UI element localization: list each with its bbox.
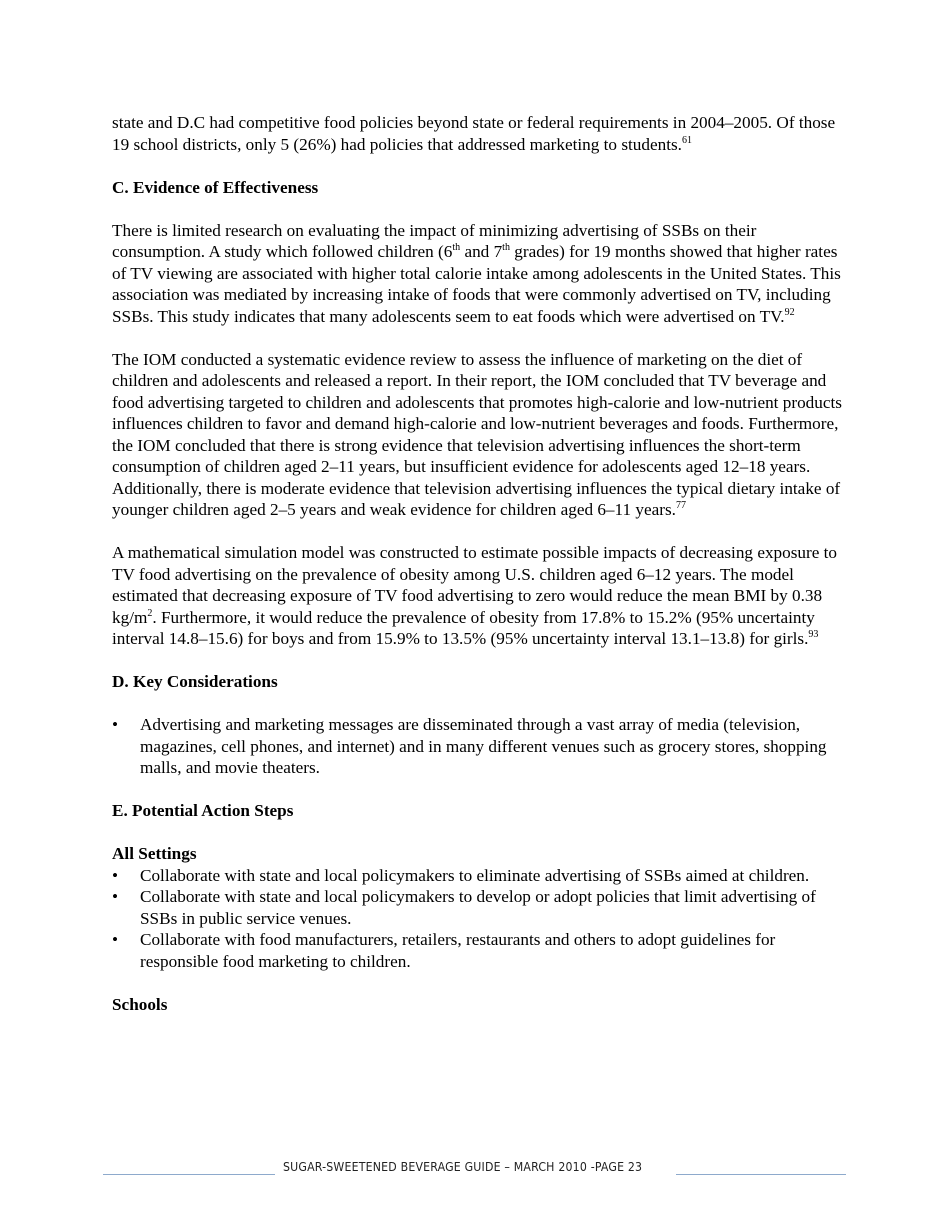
action-steps-list [112, 865, 842, 973]
subheading-all-settings: All Settings [112, 844, 197, 863]
page-footer [0, 1158, 950, 1198]
footnote-ref: 61 [681, 134, 692, 146]
footnote-ref: 77 [675, 500, 686, 511]
footnote-ref: 92 [784, 306, 795, 318]
section-heading-e: E. Potential Action Steps [112, 801, 294, 820]
section-heading-d: D. Key Considerations [112, 672, 278, 691]
footnote-ref: 93 [808, 629, 819, 640]
footer-text: SUGAR-SWEETENED BEVERAGE GUIDE – MARCH 2010 -PAGE 23 [283, 1160, 643, 1174]
bullet-icon: • [112, 930, 119, 949]
paragraph-study: There is limited research on evaluating the impact of minimizing advertising of SSBs on their consumption. A study which followed children (6th and 7th grades) for 19 months showed that higher rates of TV viewing are associated with higher total calorie intake among adolescents in the United States. This association was mediated by increasing intake of foods that were commonly advertised on TV, including SSBs. This study indicates that many adolescents seem to eat foods which were advertised on TV.$^{92}$ [112, 220, 841, 326]
subheading-schools: Schools [112, 994, 168, 1014]
footer-rule-left [103, 1174, 275, 1175]
paragraph-iom: The IOM conducted a systematic evidence review to assess the influence of marketing on the diet of children and adolescents and released a report. In their report, the IOM concluded that TV beverage and food advertising targeted to children and adolescents that promotes high-calorie and low-nutrient products influences children to favor and demand high-calorie and low-nutrient beverages and foods. Furthermore, the IOM concluded that there is strong evidence that television advertising influences the short-term consumption of children aged 2–11 years, but insufficient evidence for adolescents aged 12–18 years. Additionally, there is moderate evidence that television advertising influences the typical dietary intake of younger children aged 2–5 years and weak evidence for children aged 6–11 years.$^{77}$ [112, 349, 842, 519]
list-item: • Collaborate with food manufacturers, retailers, restaurants and others to adopt guidelines for responsible food marketing to children. [112, 930, 776, 971]
bullet-icon: • [112, 865, 119, 885]
list-item: • Collaborate with state and local policymakers to develop or adopt policies that limit advertising of SSBs in public service venues. [112, 887, 816, 928]
paragraph-simulation: A mathematical simulation model was constructed to estimate possible impacts of decreasing exposure to TV food advertising on the prevalence of obesity among U.S. children aged 6–12 years. The model estimated that decreasing exposure of TV food advertising to zero would reduce the mean BMI by 0.38 $kg/m^2$. Furthermore, it would reduce the prevalence of obesity from 17.8% to 15.2% (95% uncertainty interval 14.8–15.6) for boys and from 15.9% to 13.5% (95% uncertainty interval 13.1–13.8) for girls.$^{93}$ [112, 543, 838, 648]
section-heading-c: C. Evidence of Effectiveness [112, 177, 319, 197]
continuation-paragraph: state and D.C had competitive food policies beyond state or federal requirements in 2004–2005. Of those 19 school districts, only 5 (26%) had policies that addressed marketing to students.$^{61}$ [112, 113, 836, 154]
list-item: • Advertising and marketing messages are disseminated through a vast array of media (television, magazines, cell phones, and internet) and in many different venues such as grocery stores, shopping malls, and movie theaters. [112, 715, 827, 777]
bullet-icon: • [112, 887, 119, 906]
list-item: • Collaborate with state and local policymakers to eliminate advertising of SSBs aimed at children. [112, 865, 810, 885]
footer-rule-right [676, 1174, 846, 1175]
bullet-icon: • [112, 715, 119, 734]
key-considerations-list [112, 714, 842, 779]
document-body [112, 112, 842, 1015]
